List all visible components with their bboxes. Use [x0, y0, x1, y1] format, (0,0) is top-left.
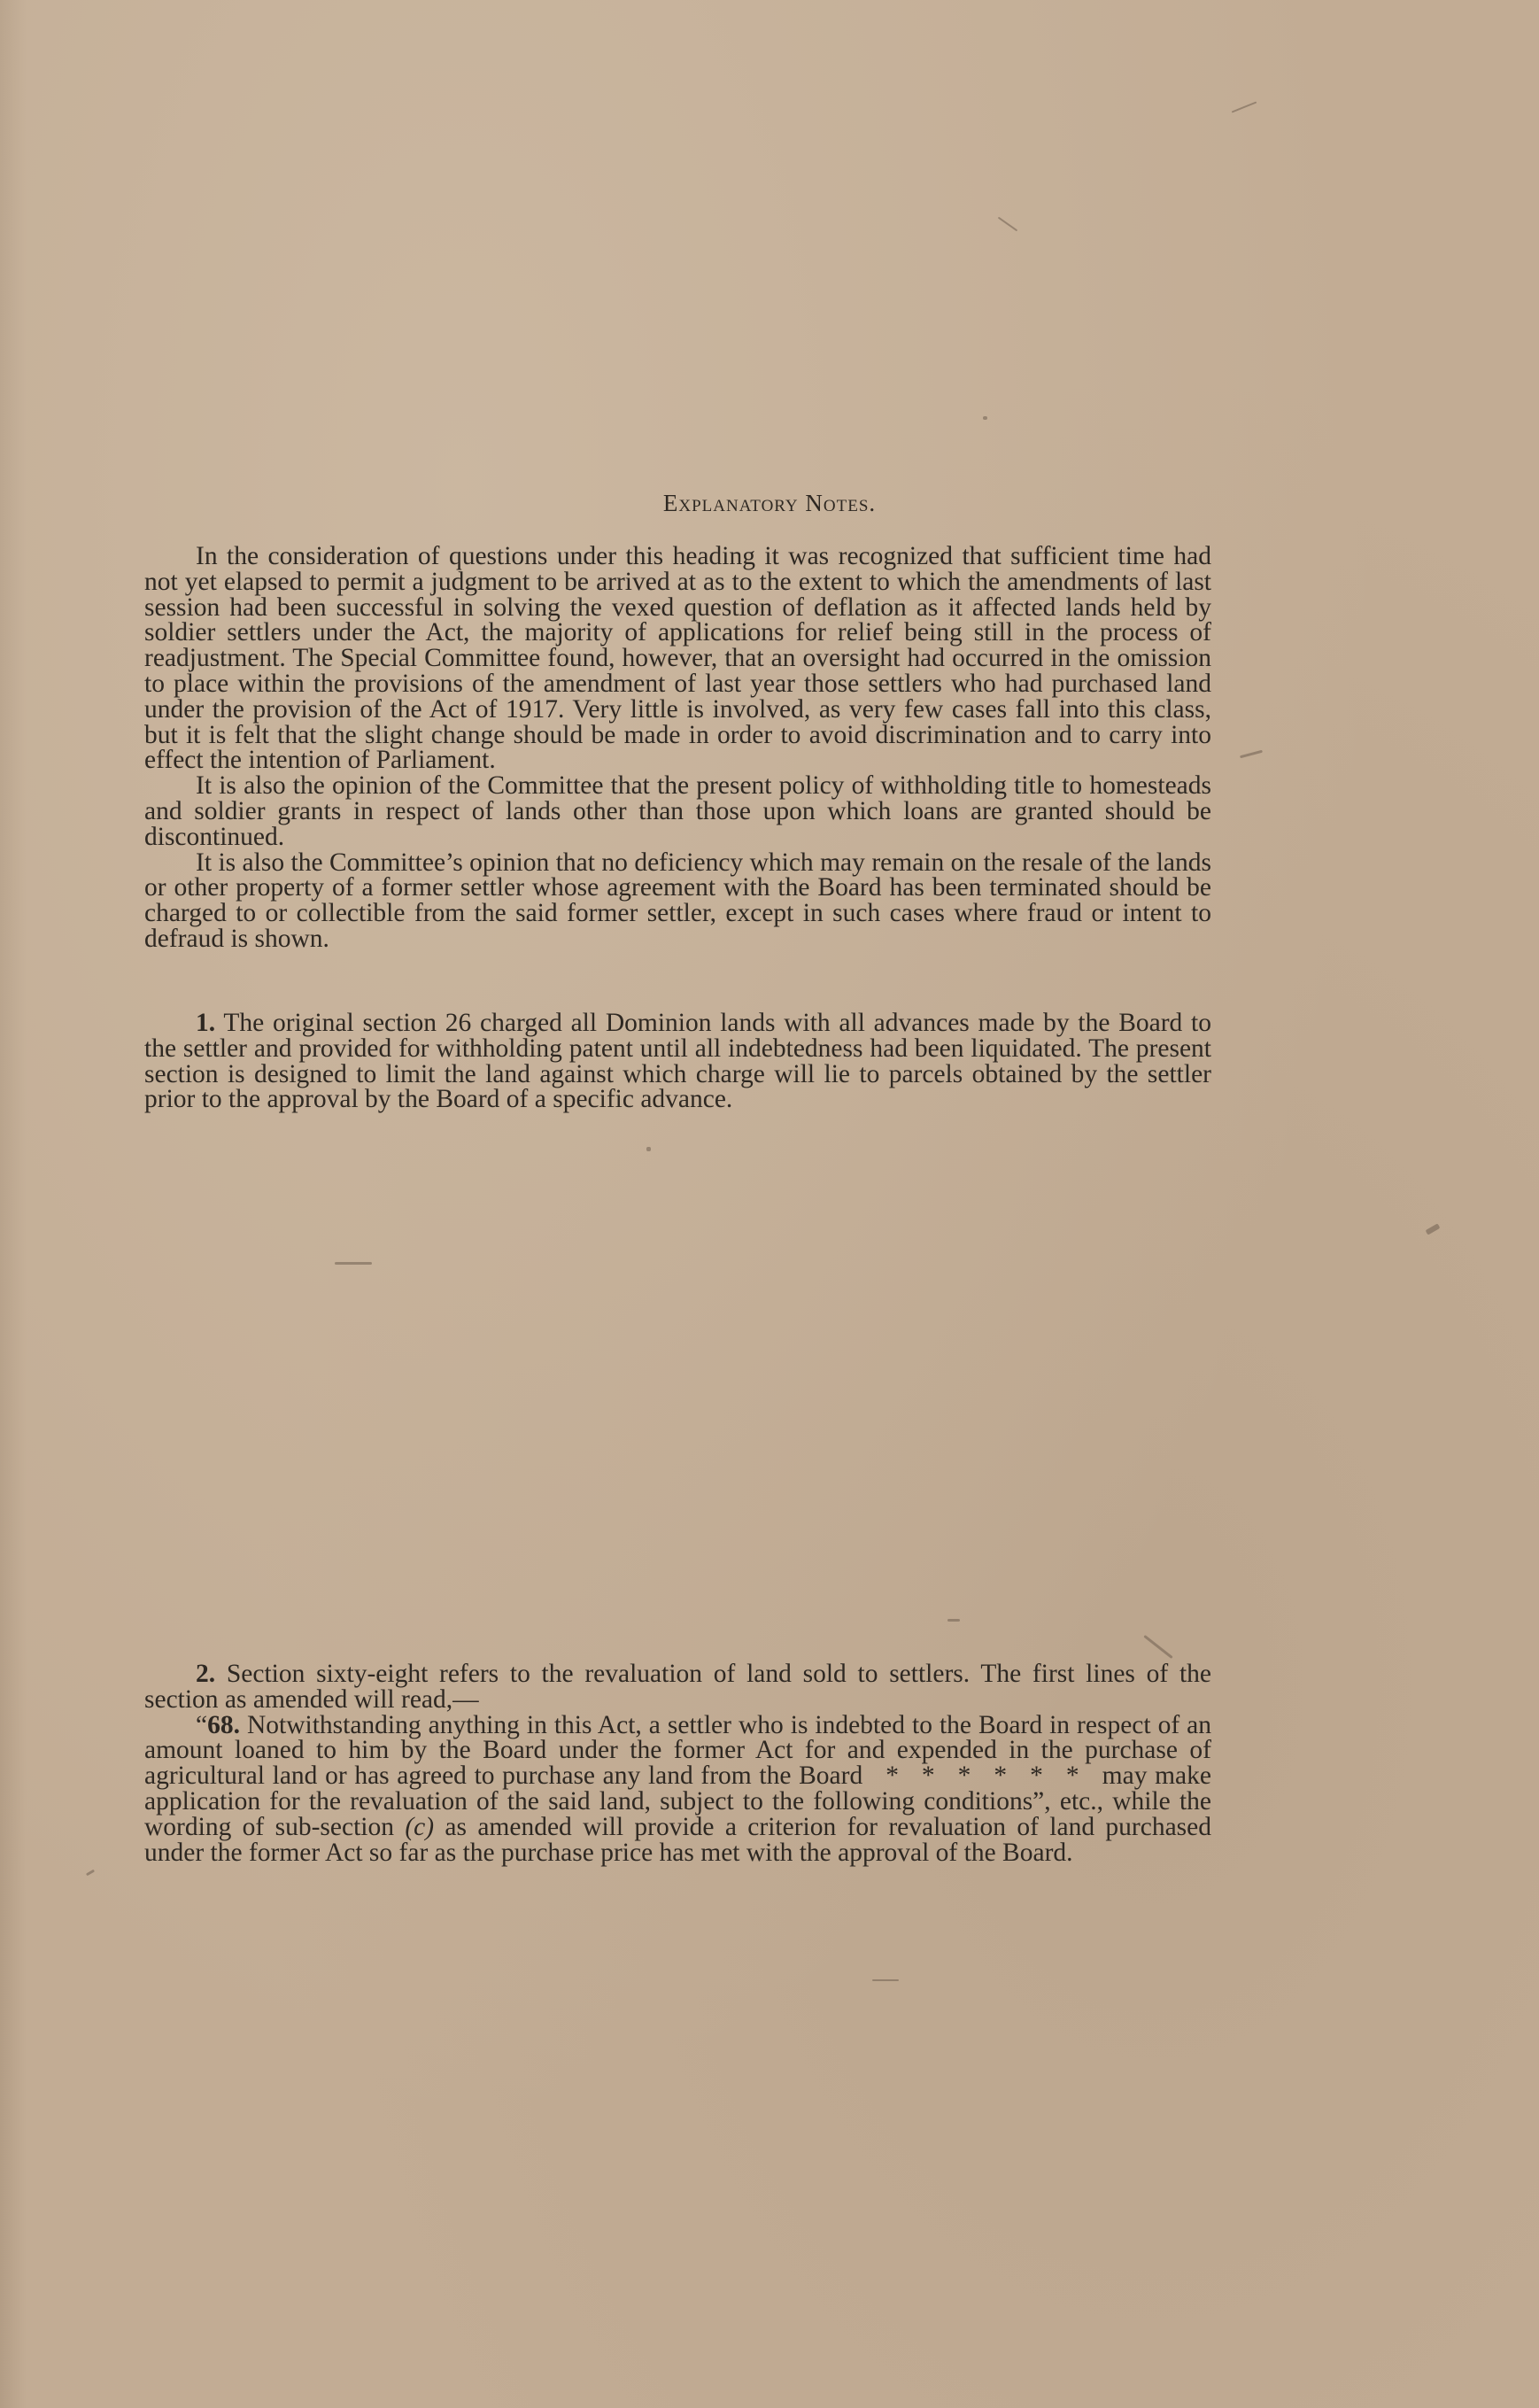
paper-speck — [1240, 750, 1263, 759]
page-title: Explanatory Notes. — [662, 490, 877, 516]
note-1-number: 1. — [196, 1009, 216, 1037]
paragraph-deficiency: It is also the Committee’s opinion that no deficiency which may remain on the resale of the lands or other property of a former settler whose agreement with the Board has been terminated should be charged to or collectible from the said former settler, except in such cases where fraud or intent to defraud is shown. — [144, 848, 1211, 953]
note-1-text: The original section 26 charged all Dominion lands with all advances made by the Board to the settler and provided for withholding patent until all indebtedness had been liquidated. The present section is designed to limit the land against which charge will lie to parcels obtained by the settler prior to the approval by the Board of a specific advance. — [144, 1009, 1211, 1114]
paragraph-deflation: In the consideration of questions under this heading it was recognized that sufficient time had not yet elapsed to permit a judgment to be arrived at as to the extent to which the amendments of last session had been successful in solving the vexed question of deflation as it affected lands held by soldier settlers under the Act, the majority of applications for relief being still in the process of readjustment. The Special Committee found, however, that an oversight had occurred in the omission to place within the provisions of the amendment of last year those settlers who had purchased land under the provision of the Act of 1917. Very little is involved, as very few cases fall into this class, but it is felt that the slight change should be made in order to avoid discrimination and to carry into effect the intention of Parliament. — [144, 542, 1211, 775]
subsection-c-label: (c) — [405, 1812, 435, 1841]
section-68-number: 68. — [207, 1710, 240, 1739]
section-68-quote — [144, 1710, 1212, 1867]
section-68-text-1: Notwithstanding anything in this Act, a settler who is indebted to the Board in respect of an amount loaned to him by the Board under the former Act for and expended in the purchase of agricultural land or has agreed to purchase any land from the Board * * * * * * may make application for the revaluation of the said land, subject to the following conditions”, etc., while the wording of sub-section — [144, 1710, 1211, 1841]
note-2-number: 2. — [196, 1660, 216, 1688]
section-68-text-2: as amended will provide a criterion for revaluation of land purchased under the former Act so far as the purchase price has met with the approval of the Board. — [144, 1812, 1212, 1867]
paper-speck — [998, 217, 1017, 232]
paper-speck — [335, 1262, 372, 1265]
note-2 — [144, 1661, 1211, 1865]
paper-speck — [1426, 1223, 1441, 1235]
paper-speck — [1232, 101, 1257, 112]
explanatory-notes-body — [144, 544, 1211, 952]
paper-speck — [983, 416, 987, 420]
quote-open-mark: “ — [196, 1710, 208, 1739]
paper-speck — [1143, 1635, 1172, 1659]
note-2-text: Section sixty-eight refers to the revaluation of land sold to settlers. The first lines of the section as amended will read,— — [144, 1660, 1211, 1714]
paper-speck — [947, 1619, 960, 1622]
paper-speck — [646, 1147, 651, 1151]
paper-speck — [86, 1870, 95, 1877]
note-1 — [144, 1010, 1211, 1112]
paragraph-withholding-title: It is also the opinion of the Committee that the present policy of withholding title to homesteads and soldier grants in respect of lands other than those upon which loans are granted should be discontinued. — [144, 771, 1211, 851]
paper-speck — [872, 1979, 899, 1981]
